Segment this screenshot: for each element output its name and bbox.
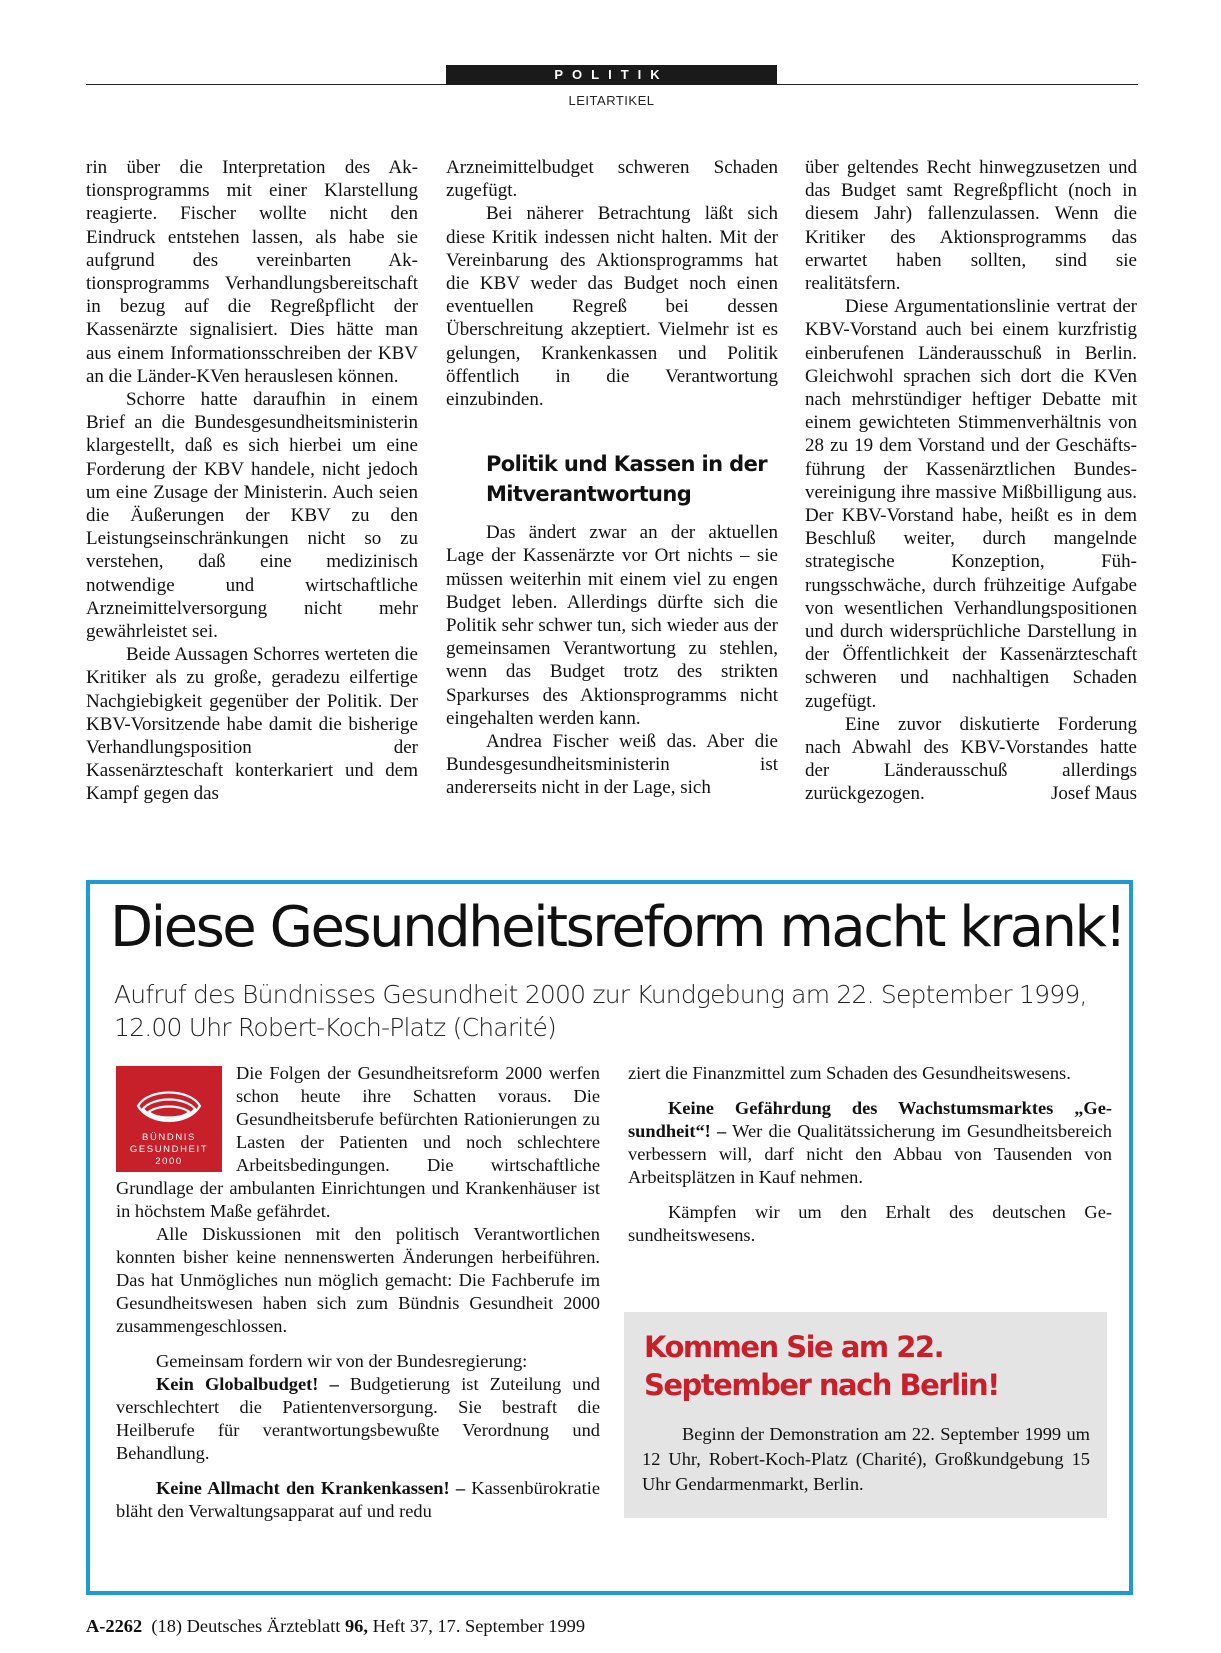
- paragraph: ziert die Finanzmittel zum Schaden des Gesundheitswesens.: [628, 1063, 1071, 1083]
- paragraph: rin über die Interpretation des Aktionsprogramms mit einer Klarstellung reagierte. Fischer wollte nicht den Eindruck entstehen lassen, als habe sie aufgrund des vereinbarten Aktionsprogramms Verhandlungsbereitschaft in bezug auf die Regreßpflicht der Kassenärzte signalisiert. Dies hätte man aus einem Informationsschreiben der KBV an die Länder-KVen herauslesen können.: [86, 157, 418, 387]
- paragraph: Andrea Fischer weiß das. Aber die Bundesgesundheitsministerin ist andererseits nicht in der Lage, sich: [446, 731, 778, 799]
- callout-text: Beginn der Demonstration am 22. September 1999 um 12 Uhr, Robert-Koch-Platz (Charité), Großkundgebung 15 Uhr Gendarmenmarkt, Berlin.: [642, 1424, 1090, 1494]
- paragraph: Gemeinsam fordern wir von der Bundesregierung:: [156, 1351, 528, 1371]
- issue-date: Heft 37, 17. September 1999: [372, 1616, 586, 1636]
- paragraph: Bei näherer Betrachtung läßt sich diese Kritik indessen nicht halten. Mit der Vereinbarung des Aktionsprogramms hat die KBV weder das Budget noch einen eventuellen Regreß bei dessen Überschreitung akzeptiert. Vielmehr ist es gelungen, Krankenkassen und Politik öffentlich in die Verantwortung einzubinden.: [446, 203, 778, 411]
- paragraph: über geltendes Recht hinwegzusetzen und das Budget samt Regreßpflicht (noch in diesem Jahr) fallenzulassen. Wenn die Kritiker des Aktionsprogramms das erwartet haben sollten, sind sie realitätsfern.: [805, 157, 1137, 295]
- paragraph: Das ändert zwar an der aktuellen Lage der Kassenärzte vor Ort nichts – sie müssen weiterhin mit einem viel zu engen Budget leben. Allerdings dürfte sich die Politik sehr schwer tun, sich wieder aus der gemeinsamen Verantwortung zu stehlen, wenn das Budget trotz des strikten Sparkurses des Aktionsprogramms nicht eingehalten werden kann.: [446, 522, 778, 729]
- paragraph: Alle Diskussionen mit den politisch Verantwortlichen konnten bisher keine nennenswerten Änderungen herbeiführen. Das hat Unmögliches nun möglich gemacht: Die Fachberufe im Gesundheitswesen haben sich zum Bündnis Gesundheit 2000 zusammengeschlossen.: [116, 1224, 600, 1336]
- logo-text: [116, 1132, 222, 1168]
- article-subheading: Politik und Kassen in der Mitverantwortung: [486, 452, 768, 507]
- callout-title: Kommen Sie am 22. September nach Berlin!: [644, 1330, 999, 1402]
- page-number: A-2262: [86, 1616, 143, 1636]
- paragraph: Diese Argumentationslinie vertrat der KBV-Vorstand auch bei einem kurzfristig einberufenen Länderausschuß in Berlin. Gleichwohl sprachen sich dort die KVen nach mehrstündiger heftiger Debatte mit einem gewichteten Stimmenverhältnis von 28 zu 19 dem Vorstand und der Geschäftsführung der Kassenärztlichen Bundesvereinigung ihre massive Mißbilligung aus. Der KBV-Vorstand habe, heißt es in dem Beschluß weiter, durch mangelnde strategische Konzeption, Führungsschwäche, durch frühzeitige Aufgabe von wesentlichen Verhandlungspositionen und durch widersprüchliche Darstellung in der Öffentlichkeit der Kassenärzteschaft schweren und nachhaltigen Schaden zugefügt.: [805, 296, 1137, 712]
- ad-headline: Diese Gesundheitsreform macht krank!: [110, 895, 1125, 960]
- paragraph: Die Folgen der Gesundheitsreform 2000 werfen schon heute ihre Schatten voraus. Die Gesundheitsberufe befürchten Rationierungen zu Lasten der Patienten und noch schlechtere Arbeitsbedingungen. Die wirtschaftliche Grundlage der ambulanten Einrichtungen und Krankenhäuser ist in höchstem Maße gefährdet.: [116, 1063, 600, 1221]
- article-column-1: [86, 156, 418, 806]
- paragraph: [628, 1097, 1112, 1189]
- author-name: Josef Maus: [1050, 783, 1137, 805]
- logo-line: 2000: [155, 1156, 183, 1167]
- journal-name: (18) Deutsches Ärzteblatt: [151, 1616, 341, 1636]
- paragraph: Schorre hatte daraufhin in einem Brief an die Bundesgesundheitsministerin klargestellt, daß es sich hierbei um eine Forderung der KBV handele, nicht jedoch um eine Zusage der Ministerin. Auch seien die Äußerungen der KBV zu den Leistungseinschränkungen nicht so zu verstehen, daß eine medizinisch notwendige und wirtschaftliche Arzneimittelversorgung nicht mehr gewährleistet sei.: [86, 389, 418, 643]
- paragraph: Kämpfen wir um den Erhalt des deutschen Gesundheitswesens.: [628, 1202, 1112, 1245]
- paragraph-text: Eine zuvor diskutierte Forderung nach Abwahl des KBV-Vorstandes hatte der Länderausschuß allerdings zurückgezogen.: [805, 713, 1137, 805]
- subsection-label: LEITARTIKEL: [568, 93, 655, 108]
- callout-box: [624, 1312, 1107, 1518]
- paragraph-text: Budgetierung ist Zuteilung und verschlechtert die Patientenversorgung. Sie bestraft die Heilberufe für verantwortungsbewußte Verordnung und Behandlung.: [116, 1374, 600, 1463]
- demand-heading: Keine Gefährdung des Wachstumsmarktes „Gesundheit“! –: [628, 1098, 1112, 1141]
- paragraph: [116, 1477, 600, 1523]
- logo-line: GESUNDHEIT: [129, 1144, 209, 1155]
- paragraph-text: Kassenbürokratie bläht den Verwaltungsapparat auf und redu: [116, 1478, 600, 1521]
- ad-column-1: [116, 1062, 600, 1523]
- article-column-2: [446, 156, 778, 800]
- ad-subline: Aufruf des Bündnisses Gesundheit 2000 zur Kundgebung am 22. September 1999, 12.00 Uhr Robert-Koch-Platz (Charité): [114, 980, 1087, 1042]
- article-column-3: [805, 156, 1137, 806]
- volume-number: 96,: [344, 1616, 368, 1636]
- page-footer: [86, 1616, 585, 1637]
- ad-column-2: [628, 1062, 1112, 1247]
- paragraph: Arzneimittelbudget schweren Schaden zugefügt.: [446, 157, 778, 202]
- logo-line: BÜNDNIS: [142, 1132, 196, 1143]
- buendnis-logo: [116, 1066, 222, 1172]
- demand-heading: Kein Globalbudget! –: [156, 1374, 339, 1394]
- section-label: POLITIK: [446, 65, 777, 85]
- demand-heading: Keine Allmacht den Krankenkassen! –: [156, 1478, 466, 1498]
- paragraph: [116, 1373, 600, 1465]
- paragraph: [805, 713, 1137, 806]
- paragraph-text: Wer die Qualitätssicherung im Gesundheitsbereich verbessern will, darf nicht den Abbau von Tausenden von Arbeitsplätzen in Kauf nehmen.: [628, 1121, 1113, 1187]
- paragraph: Beide Aussagen Schorres werteten die Kritiker als zu große, geradezu eilfertige Nachgiebigkeit gegenüber der Politik. Der KBV-Vorsitzende habe damit die bisherige Verhandlungsposition der Kassenärzteschaft konterkariert und dem Kampf gegen das: [86, 644, 418, 805]
